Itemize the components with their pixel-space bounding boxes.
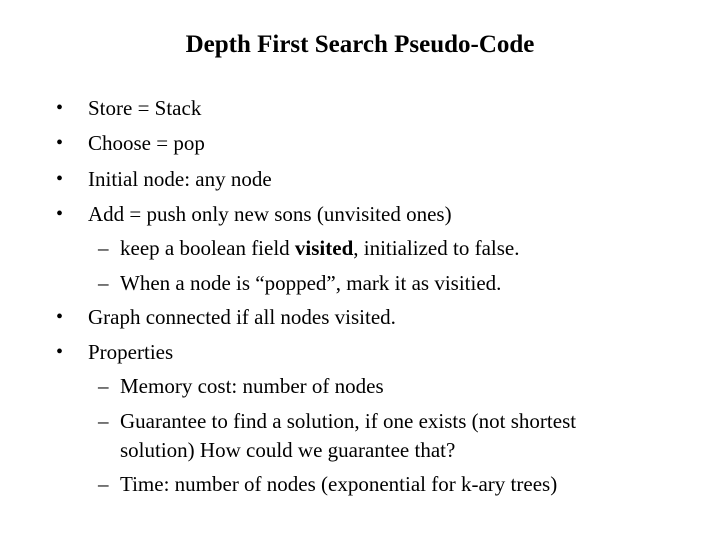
sub-bullet-time: Time: number of nodes (exponential for k-ary trees) (120, 472, 558, 496)
bullet-marker: • (56, 306, 64, 328)
sub-bullet-visited-field (120, 235, 519, 261)
bullet-marker: • (56, 97, 64, 119)
visited-post: , initialized to false. (353, 236, 520, 260)
bullet-graph-connected: Graph connected if all nodes visited. (88, 305, 396, 329)
bullet-marker: • (56, 168, 64, 190)
bullet-properties: Properties (88, 340, 174, 364)
bullet-marker: • (56, 341, 64, 363)
dash-marker: – (98, 409, 109, 433)
visited-pre: keep a boolean field (120, 236, 295, 260)
bullet-choose: Choose = pop (88, 131, 205, 155)
sub-bullet-guarantee-continued: solution) How could we guarantee that? (120, 438, 456, 462)
bullet-add: Add = push only new sons (unvisited ones) (88, 202, 452, 226)
dash-marker: – (98, 236, 109, 260)
bullet-marker: • (56, 132, 64, 154)
slide-title: Depth First Search Pseudo-Code (185, 31, 535, 58)
dash-marker: – (98, 374, 109, 398)
dash-marker: – (98, 271, 109, 295)
bullet-marker: • (56, 203, 64, 225)
visited-keyword: visited (294, 236, 354, 260)
dash-marker: – (98, 472, 109, 496)
sub-bullet-mark-popped: When a node is “popped”, mark it as visitied. (120, 271, 502, 295)
sub-bullet-guarantee: Guarantee to find a solution, if one exists (not shortest (120, 409, 577, 433)
sub-bullet-memory-cost: Memory cost: number of nodes (120, 374, 384, 398)
bullet-initial-node: Initial node: any node (88, 167, 272, 191)
bullet-store: Store = Stack (88, 96, 202, 120)
